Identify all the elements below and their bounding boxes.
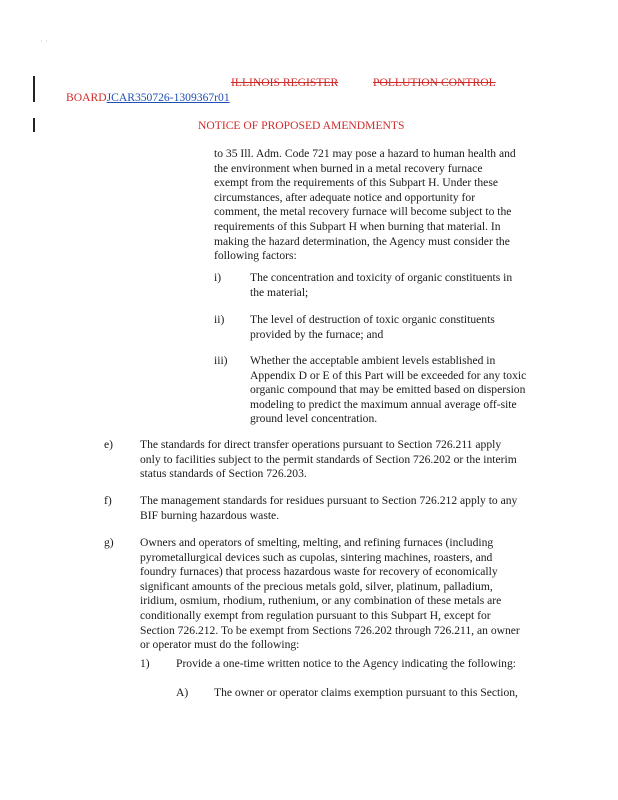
subsection-text: The standards for direct transfer operations pursuant to Section 726.211 apply only to facilities subject to the permit standards of Section 726.202 or the interim status standards of Section 726.203. (140, 438, 517, 481)
subsection-label: f) (104, 494, 112, 507)
subsection-text: The management standards for residues pursuant to Section 726.212 apply to any BIF burning hazardous waste. (140, 494, 518, 522)
header-line2 (66, 91, 230, 106)
item-label: 1) (140, 657, 150, 670)
factor-label: i) (214, 271, 222, 284)
jcar-reference-link[interactable]: JCAR350726-1309367r01 (106, 91, 230, 104)
header-board-word: BOARD (66, 91, 107, 104)
scan-speck: · · (40, 36, 49, 46)
item-text: Provide a one-time written notice to the Agency indicating the following: (176, 657, 516, 670)
factor-text: Whether the acceptable ambient levels established in Appendix D or E of this Part will be exceeded for any toxic organic compound that may be emitted based on dispersion modeling to predict the maximum annual average off-site ground level concentration. (250, 354, 527, 426)
subsection-text: Owners and operators of smelting, melting, and refining furnaces (including pyrometallurgical devices such as cupolas, sintering machines, roasters, and foundry furnaces) that process hazardous waste for recovery of economically significant amounts of the precious metals gold, silver, platinum, palladium, iridium, osmium, rhodium, ruthenium, or any combination of these metals are conditionally exempt from regulation pursuant to this Subpart H, except for Section 726.212. To be exempt from Sections 726.202 through 726.211, an owner or operator must do the following: (140, 536, 520, 652)
factor-label: ii) (214, 313, 225, 326)
item-label: A) (176, 686, 189, 699)
factor-text: The concentration and toxicity of organic constituents in the material; (250, 271, 513, 299)
revision-bar (33, 118, 35, 132)
factor-text: The level of destruction of toxic organic constituents provided by the furnace; and (250, 313, 495, 341)
header-board-title: POLLUTION CONTROL (373, 76, 496, 89)
factor-label: iii) (214, 354, 228, 367)
intro-paragraph: to 35 Ill. Adm. Code 721 may pose a hazard to human health and the environment when burned in a metal recovery furnace exempt from the requirements of this Subpart H. Under these circumstances, after adequate notice and opportunity for comment, the metal recovery furnace will become subject to the requirements of this Subpart H when burning that material. In making the hazard determination, the Agency must consider the following factors: (214, 147, 516, 263)
notice-title: NOTICE OF PROPOSED AMENDMENTS (198, 119, 405, 132)
header-register-title: ILLINOIS REGISTER (231, 76, 339, 89)
subsection-label: g) (104, 536, 114, 549)
subsection-label: e) (104, 438, 114, 451)
revision-bar (33, 76, 35, 102)
item-text: The owner or operator claims exemption pursuant to this Section, (214, 686, 518, 699)
